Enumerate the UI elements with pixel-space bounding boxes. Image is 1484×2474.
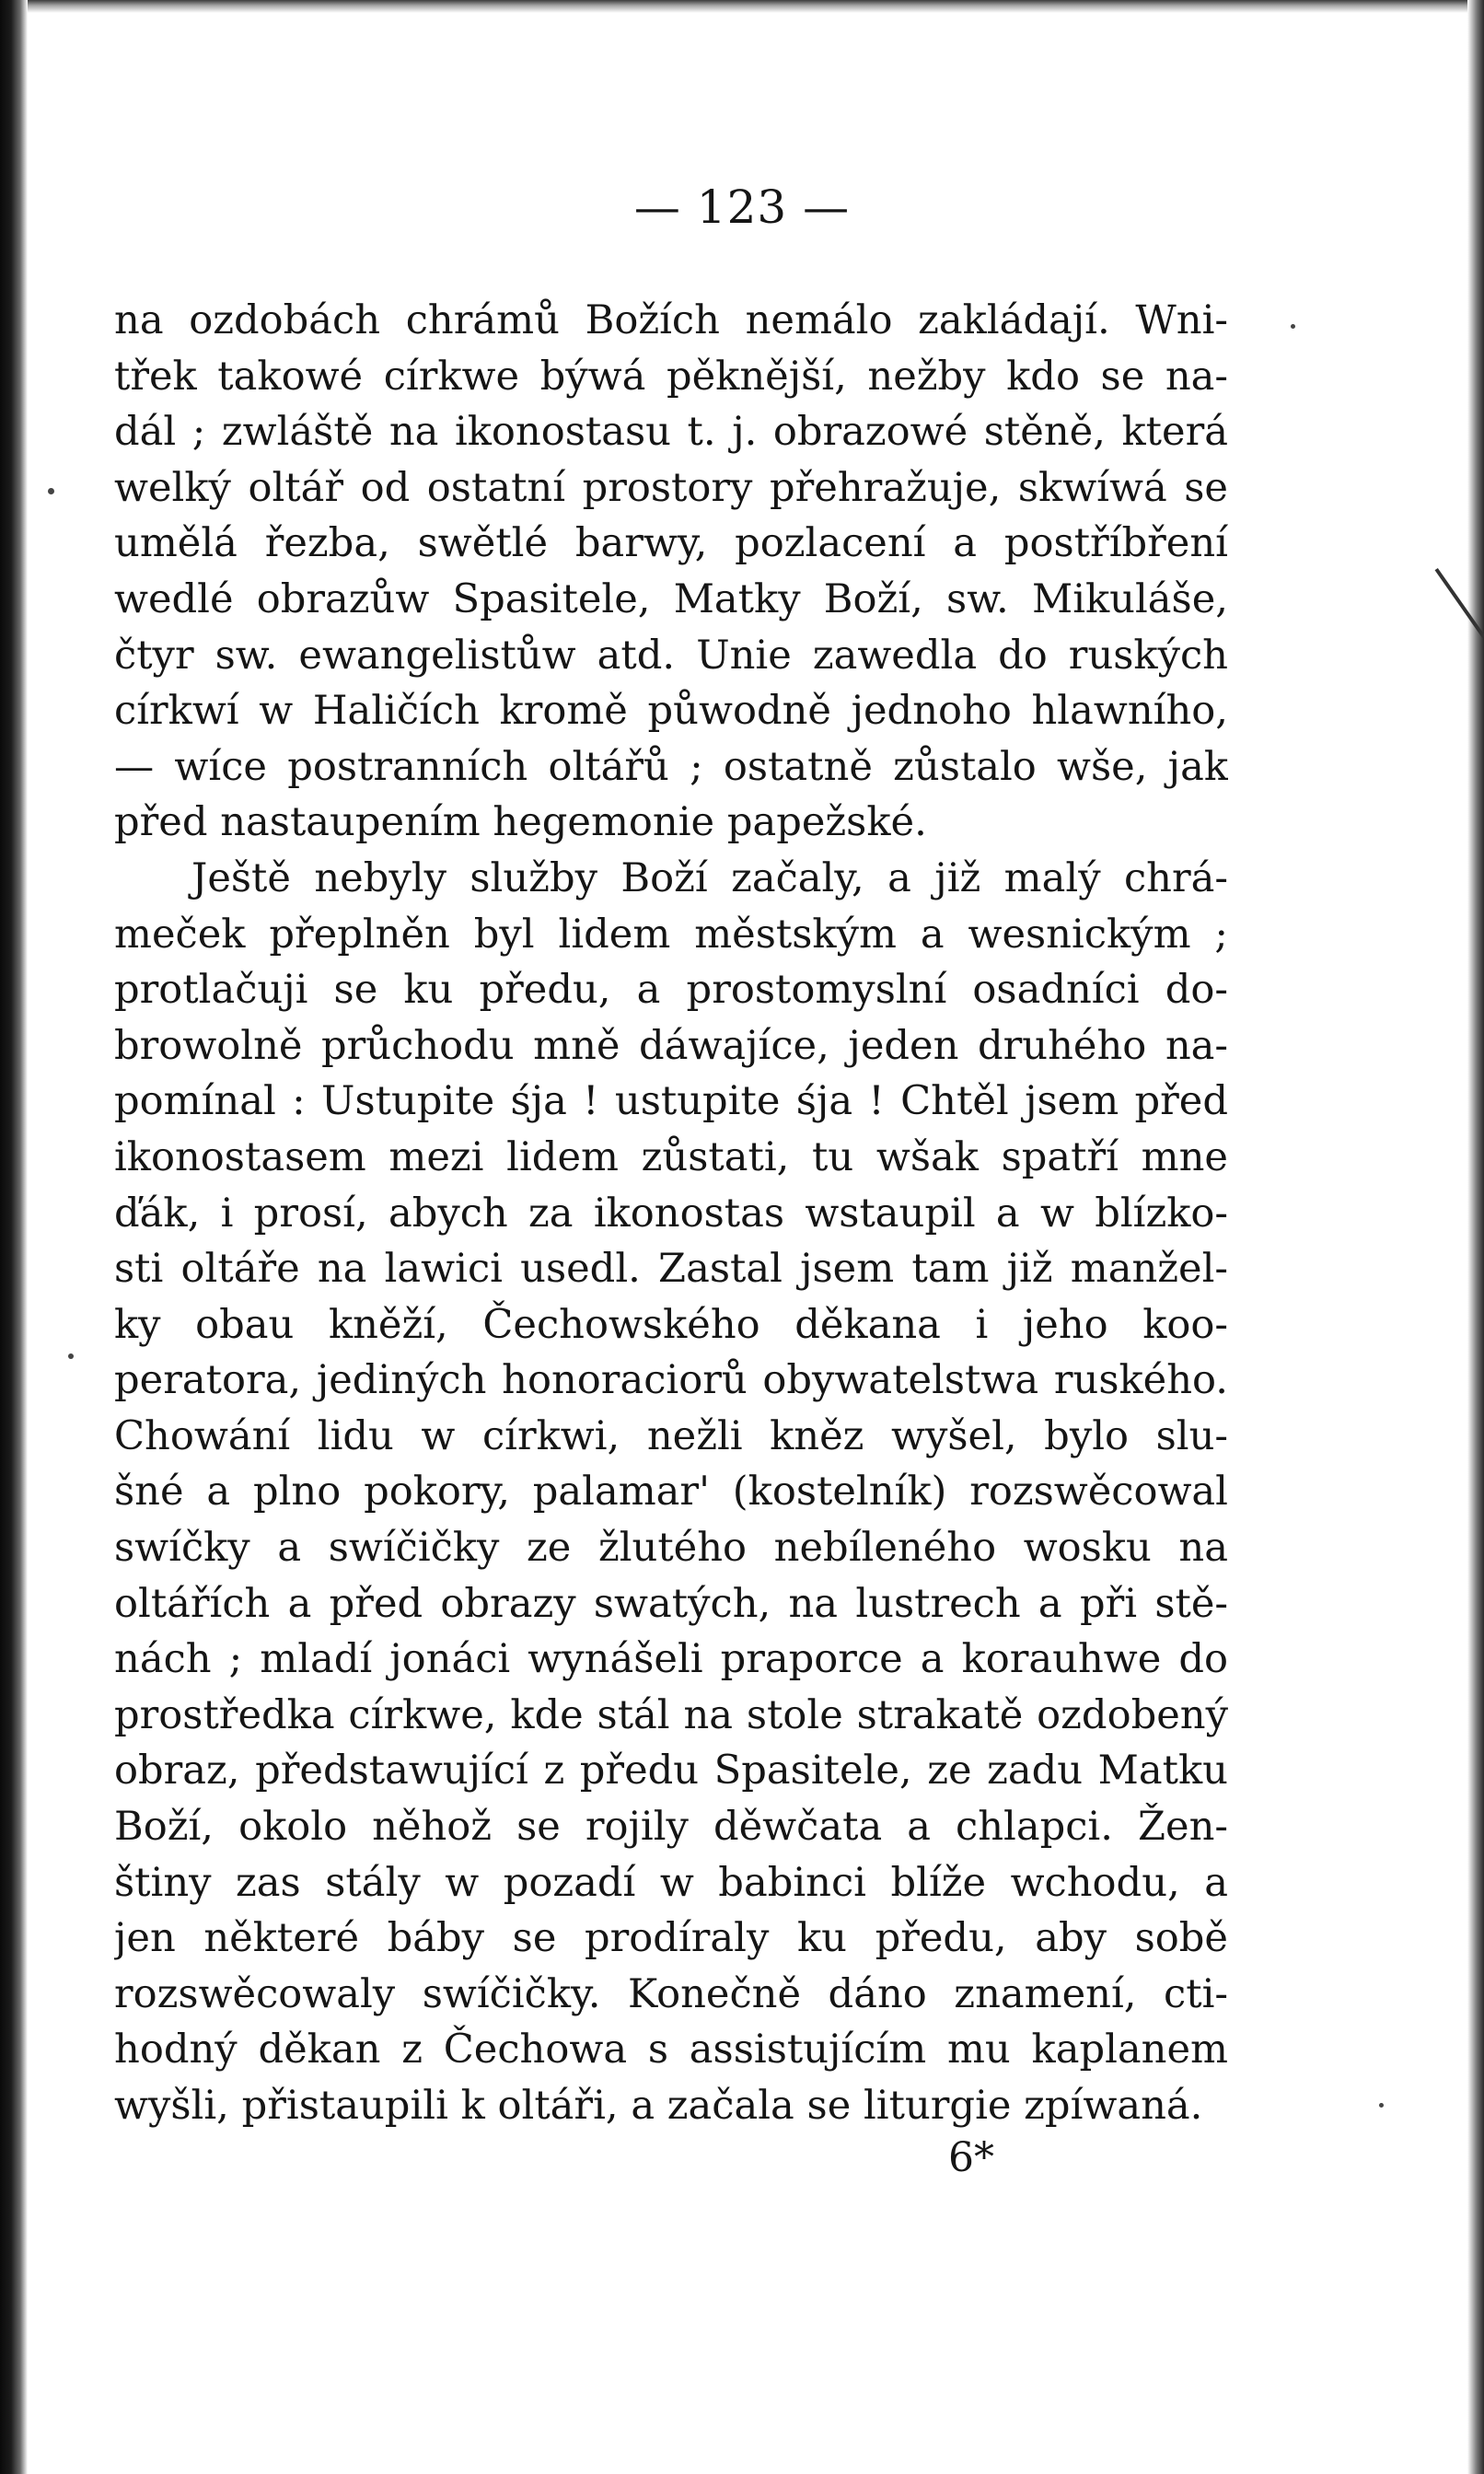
text-line: před nastaupením hegemonie papežské. bbox=[114, 799, 927, 846]
text-line: čtyr sw. ewangelistůw atd. Unie zawedla do ruských bbox=[114, 632, 1228, 679]
text-line: obraz, předstawující z předu Spasitele, ze zadu Matku bbox=[114, 1748, 1228, 1795]
text-line: Ještě nebyly služby Boží začaly, a již malý chrá- bbox=[191, 854, 1228, 901]
text-line: ky obau kněží, Čechowského děkana i jeho koo- bbox=[114, 1301, 1228, 1348]
text-line: Chowání lidu w církwi, nežli kněz wyšel, bylo slu- bbox=[114, 1412, 1228, 1459]
text-line: wyšli, přistaupili k oltáři, a začala se liturgie zpíwaná. bbox=[114, 2083, 1203, 2129]
text-line: oltářích a před obrazy swatých, na lustrech a při stě- bbox=[114, 1580, 1228, 1627]
text-line: meček přeplněn byl lidem městským a wesnickým ; bbox=[114, 911, 1228, 958]
text-line: šné a plno pokory, palamar' (kostelník) rozswěcowal bbox=[114, 1469, 1228, 1516]
scan-border-top bbox=[28, 0, 1467, 13]
text-line: na ozdobách chrámů Božích nemálo zakládají. Wni- bbox=[114, 297, 1228, 343]
text-line: prostředka církwe, kde stál na stole strakatě ozdobený bbox=[114, 1691, 1228, 1738]
signature-mark: 6* bbox=[948, 2134, 994, 2181]
scan-speck bbox=[1379, 2103, 1384, 2108]
text-line: protlačuji se ku předu, a prostomyslní osadníci do- bbox=[114, 967, 1228, 1014]
text-line: rozswěcowaly swíčičky. Konečně dáno znamení, cti- bbox=[114, 1970, 1228, 2017]
text-line: dál ; zwláště na ikonostasu t. j. obrazowé stěně, která bbox=[114, 409, 1228, 456]
scan-border-left bbox=[0, 0, 28, 2474]
text-line: peratora, jediných honoraciorů obywatelstwa ruského. bbox=[114, 1357, 1228, 1404]
text-line: jen některé báby se prodíraly ku předu, aby sobě bbox=[114, 1915, 1228, 1962]
scan-speck bbox=[48, 488, 54, 494]
text-line: pomínal : Ustupite śja ! ustupite śja ! Chtěl jsem před bbox=[114, 1078, 1228, 1125]
text-line: církwí w Haličích kromě půwodně jednoho hlawního, bbox=[114, 688, 1228, 735]
text-line: třek takowé církwe býwá pěknější, nežby kdo se na- bbox=[114, 353, 1228, 400]
text-line: štiny zas stály w pozadí w babinci blíže wchodu, a bbox=[114, 1859, 1228, 1906]
text-line: wedlé obrazůw Spasitele, Matky Boží, sw. Mikuláše, bbox=[114, 575, 1228, 622]
text-body bbox=[114, 293, 1228, 2134]
text-line: Boží, okolo něhož se rojily děwčata a chlapci. Žen- bbox=[114, 1804, 1228, 1851]
scan-speck bbox=[1291, 324, 1295, 329]
page-number-header: — 123 — bbox=[633, 180, 851, 234]
text-line: swíčky a swíčičky ze žlutého nebíleného wosku na bbox=[114, 1525, 1228, 1572]
text-line: ikonostasem mezi lidem zůstati, tu wšak spatří mne bbox=[114, 1133, 1228, 1180]
text-line: — wíce postranních oltářů ; ostatně zůstalo wše, jak bbox=[114, 743, 1228, 790]
text-line: umělá řezba, swětlé barwy, pozlacení a postříbření bbox=[114, 520, 1228, 567]
text-line: sti oltáře na lawici usedl. Zastal jsem tam již manžel- bbox=[114, 1246, 1228, 1293]
scan-speck bbox=[68, 1353, 74, 1359]
text-line: welký oltář od ostatní prostory přehražuje, skwíwá se bbox=[114, 464, 1228, 511]
text-line: nách ; mladí jonáci wynášeli praporce a korauhwe do bbox=[114, 1636, 1228, 1683]
text-line: ďák, i prosí, abych za ikonostas wstaupil a w blízko- bbox=[114, 1190, 1228, 1237]
text-line: hodný děkan z Čechowa s assistujícím mu kaplanem bbox=[114, 2027, 1228, 2073]
text-line: browolně průchodu mně dáwajíce, jeden druhého na- bbox=[114, 1022, 1228, 1069]
scan-border-right bbox=[1467, 0, 1484, 2474]
